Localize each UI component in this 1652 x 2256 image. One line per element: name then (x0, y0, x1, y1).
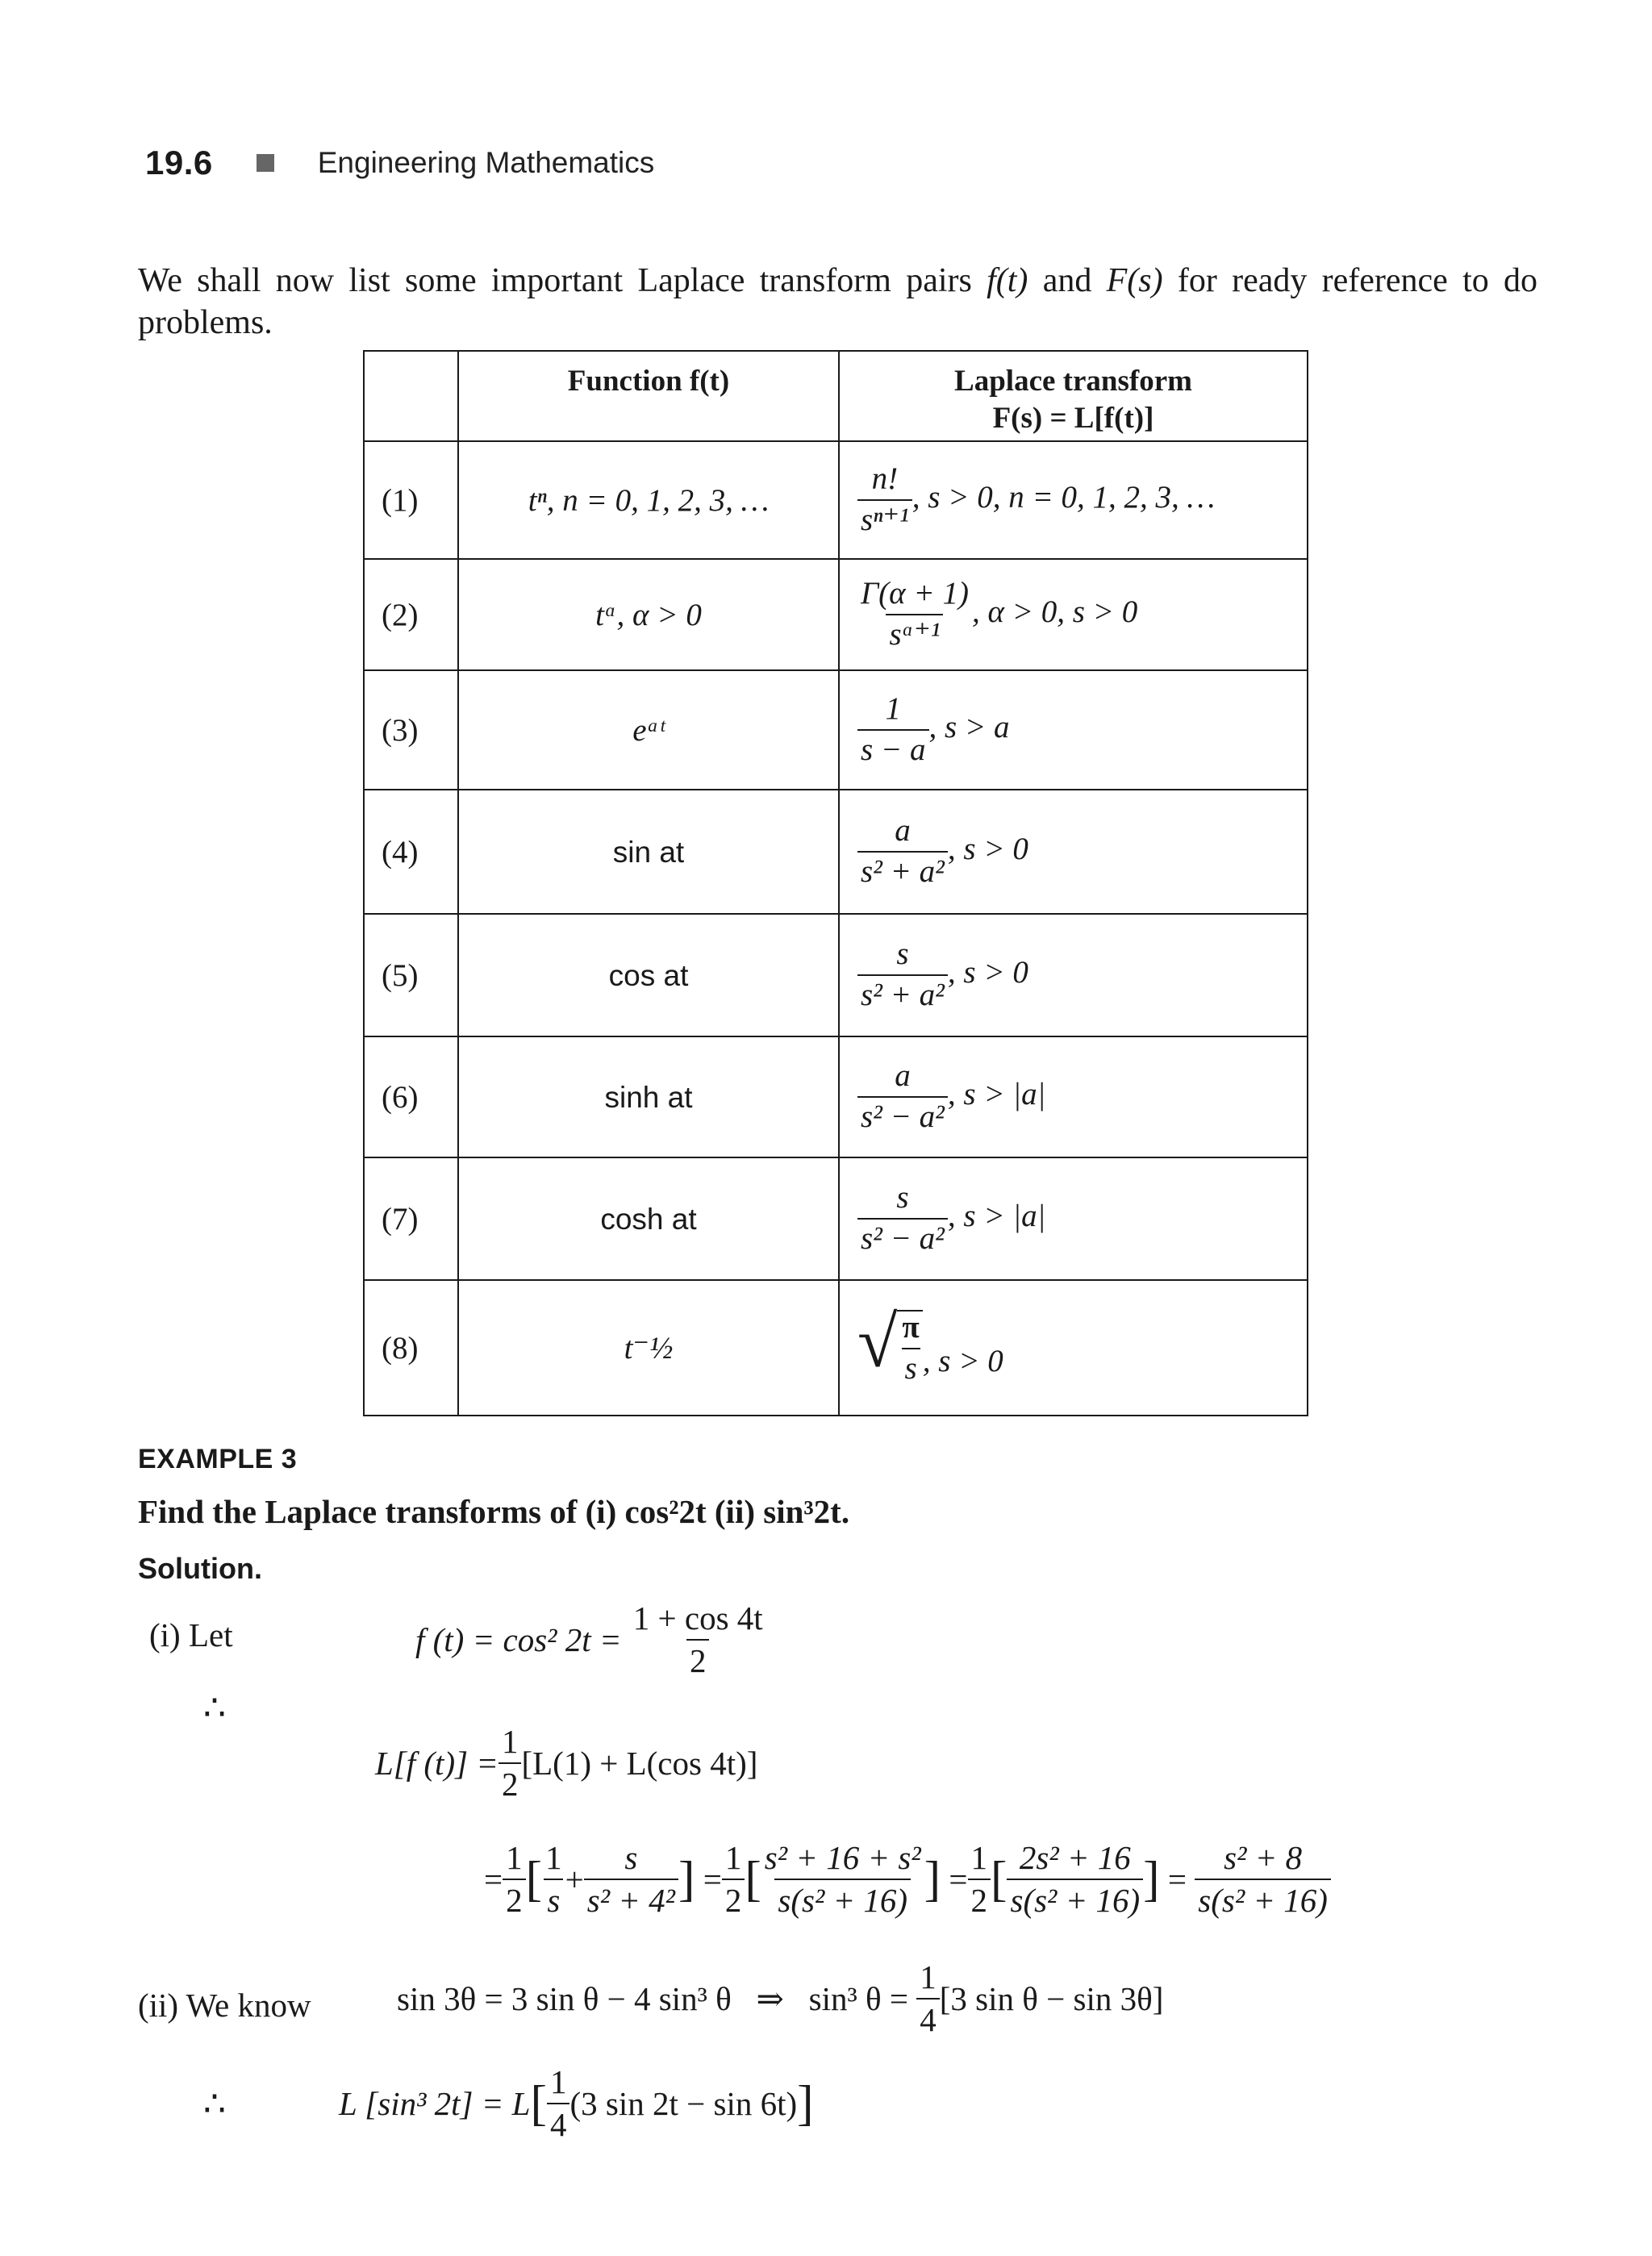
transform-fraction: $\frac{a}{\text{s² + a²}}$ (857, 815, 948, 889)
row-function (458, 914, 839, 1036)
laplace-table (363, 350, 1308, 1416)
row-function (458, 441, 839, 559)
therefore-symbol-2: ∴ (203, 2084, 226, 2124)
solution-label: Solution. (138, 1552, 262, 1585)
page-header (145, 144, 654, 182)
row-transform (839, 790, 1308, 914)
table-row (364, 559, 1308, 670)
example-label: EXAMPLE 3 (138, 1444, 298, 1474)
transform-fraction: $\frac{\Gamma(\alpha + 1)}{\text{sᵅ⁺¹}}$ (861, 576, 969, 652)
table-row (364, 1280, 1308, 1416)
intro-text-a: We shall now list some important Laplace transform pairs (138, 262, 987, 299)
therefore-symbol-1: ∴ (203, 1688, 226, 1728)
intro-paragraph (138, 260, 1537, 344)
transform-condition: , s > |a| (947, 1076, 1046, 1111)
equation-5: L [sin³ 2t] = L [ $\frac{1}{4}$ (3 sin 2t − sin 6t) ] (339, 2063, 814, 2144)
equation-3: = $\frac{1}{2}$ [ $\frac{1}{s}$ + $\frac{s}{\text{s² + 4²}}$ ] = $\frac{1}{2}$ [ $\frac{\text{s² + 16 + s²}}{\text{s(s² + 16)}}$ ] = $\frac{1}{2}$ [ $\frac{\text{2s² + 16}}{\text{s(s² + 16)}}$ ] = $\frac{\text{s² + 8}}{\text{s(s² + 16)}}$ (484, 1841, 1331, 1918)
eq3-s-over: $\frac{s}{\text{s² + 4²}}$ (584, 1841, 678, 1918)
table-header-row (364, 351, 1308, 441)
eq4-bracket: [3 sin θ − sin 3θ] (939, 1980, 1164, 2018)
eq3-half-2: $\frac{1}{2}$ (722, 1841, 745, 1918)
transform-condition: , s > 0, n = 0, 1, 2, 3, … (912, 479, 1216, 515)
row-number: (3) (364, 670, 458, 790)
eq3-term3: $\frac{\text{2s² + 16}}{\text{s(s² + 16)}}$ (1007, 1841, 1143, 1918)
intro-ft: f(t) (987, 262, 1028, 299)
eq3-term2: $\frac{\text{s² + 16 + s²}}{\text{s(s² + 16)}}$ (764, 1839, 921, 1920)
row-number: (6) (364, 1036, 458, 1157)
header-transform-line1: Laplace transform (954, 365, 1192, 398)
transform-condition: , α > 0, s > 0 (971, 594, 1138, 629)
page-number: 19.6 (145, 144, 213, 181)
row-function (458, 670, 839, 790)
row-function (458, 790, 839, 914)
row-transform (839, 1280, 1308, 1416)
table-row (364, 441, 1308, 559)
row-number: (2) (364, 559, 458, 670)
eq2-rhs: [L(1) + L(cos 4t)] (521, 1745, 758, 1783)
row-number: (7) (364, 1157, 458, 1280)
header-transform (839, 351, 1308, 441)
row-transform (839, 914, 1308, 1036)
transform-fraction: $\frac{s}{\text{s² − a²}}$ (857, 1182, 948, 1256)
row-function (458, 559, 839, 670)
part-i-label: (i) Let (149, 1616, 233, 1653)
function-expression: cos at (608, 958, 689, 992)
eq3-term4: $\frac{\text{s² + 8}}{\text{s(s² + 16)}}$ (1195, 1841, 1331, 1918)
row-number: (8) (364, 1280, 458, 1416)
table-row (364, 670, 1308, 790)
transform-fraction: $\frac{s}{\text{s² + a²}}$ (857, 938, 948, 1012)
table-row (364, 914, 1308, 1036)
header-function: Function f(t) (458, 351, 839, 441)
transform-fraction: $\frac{\pi}{s}$ (902, 1310, 920, 1386)
row-number: (5) (364, 914, 458, 1036)
intro-and: and (1028, 262, 1107, 299)
eq2-half: $\frac{1}{2}$ (499, 1724, 522, 1802)
eq5-lhs: L [sin³ 2t] = L (339, 2085, 531, 2123)
row-function (458, 1036, 839, 1157)
eq1-lhs: f (t) = cos² 2t = (415, 1621, 622, 1659)
header-empty-cell (364, 351, 458, 441)
function-expression: tⁿ, n = 0, 1, 2, 3, … (528, 482, 770, 518)
book-title: Engineering Mathematics (317, 146, 655, 179)
row-number: (1) (364, 441, 458, 559)
table-row (364, 1157, 1308, 1280)
intro-text-b: for ready reference to do problems. (138, 262, 1538, 341)
row-transform (839, 670, 1308, 790)
row-function (458, 1157, 839, 1280)
eq4-identity: sin 3θ = 3 sin θ − 4 sin³ θ (397, 1980, 732, 2018)
transform-condition: , s > |a| (947, 1198, 1046, 1233)
implies-arrow: ⇒ (756, 1980, 784, 2018)
eq1-fraction: $\frac{1 + \cos 4t}{2}$ (632, 1599, 763, 1680)
row-number: (4) (364, 790, 458, 914)
equation-1 (415, 1601, 766, 1678)
eq5-quarter: $\frac{1}{4}$ (547, 2065, 570, 2142)
table-row (364, 1036, 1308, 1157)
row-transform (839, 441, 1308, 559)
row-transform (839, 559, 1308, 670)
intro-Fs: F(s) (1106, 262, 1163, 299)
sqrt-symbol: √ $\frac{\pi}{s}$ (857, 1310, 923, 1386)
function-expression: sin at (612, 835, 685, 869)
eq2-lhs: L[f (t)] = (375, 1745, 499, 1783)
transform-fraction: $\frac{a}{\text{s² − a²}}$ (857, 1060, 948, 1134)
function-expression: eᵃᵗ (632, 712, 665, 748)
row-transform (839, 1157, 1308, 1280)
transform-fraction: $\frac{1}{s - a}$ (857, 693, 929, 767)
header-transform-line2: F(s) = L[f(t)] (992, 402, 1154, 435)
function-expression: tᵅ, α > 0 (595, 597, 702, 632)
transform-fraction: $\frac{n!}{\text{sⁿ⁺¹}}$ (857, 463, 912, 537)
eq4-quarter: $\frac{1}{4}$ (916, 1960, 940, 2037)
table-row (364, 790, 1308, 914)
eq3-one-over-s: $\frac{1}{s}$ (545, 1839, 562, 1920)
transform-condition: , s > 0 (922, 1344, 1003, 1378)
transform-condition: , s > a (928, 709, 1010, 744)
function-expression: t⁻½ (624, 1330, 674, 1366)
eq3-half-3: $\frac{1}{2}$ (968, 1841, 991, 1918)
eq4-sin3: sin³ θ = (808, 1980, 909, 2018)
transform-condition: , s > 0 (947, 954, 1028, 990)
row-function (458, 1280, 839, 1416)
example-question: Find the Laplace transforms of (i) cos²2t (ii) sin³2t. (138, 1493, 850, 1530)
equation-2 (375, 1724, 757, 1802)
function-expression: sinh at (604, 1080, 693, 1114)
equation-4 (397, 1960, 1163, 2037)
part-ii-label: (ii) We know (138, 1987, 311, 2024)
transform-condition: , s > 0 (947, 831, 1028, 866)
function-expression: cosh at (600, 1202, 697, 1236)
header-square-icon (257, 154, 274, 172)
eq3-half-1: $\frac{1}{2}$ (503, 1841, 526, 1918)
eq5-inner: (3 sin 2t − sin 6t) (569, 2085, 798, 2123)
row-transform (839, 1036, 1308, 1157)
